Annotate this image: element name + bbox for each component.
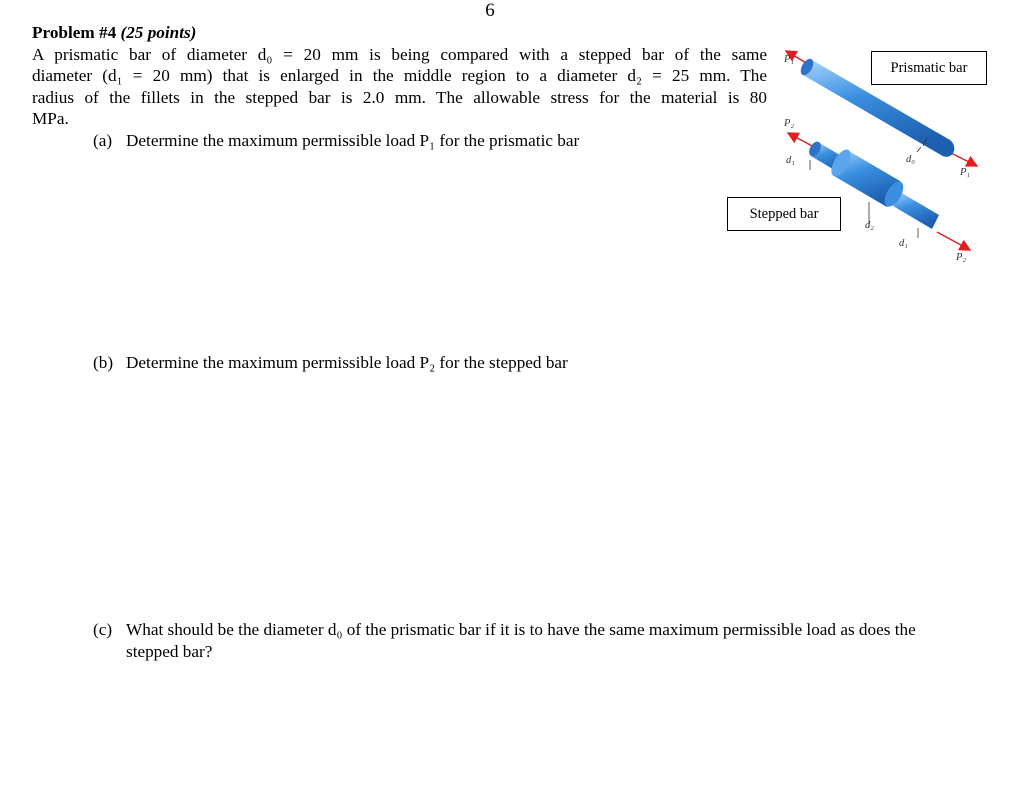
question-a-label: (a) [93, 131, 113, 150]
question-b-label: (b) [93, 353, 114, 372]
statement-line: radius of the fillets in the stepped bar is 2.0 mm. The allowable stress for the material is 80 [32, 87, 767, 107]
question-c-text: What should be the diameter d₀ of the prismatic bar if it is to have the same maximum permissible load as does the stepped bar? [126, 620, 916, 661]
statement-line: diameter (d₁ = 20 mm) that is enlarged in the middle region to a diameter d₂ = 25 mm. The [32, 66, 767, 85]
d1-right-symbol: d₁ [899, 238, 908, 249]
p2-top-symbol: P₂ [784, 118, 795, 129]
d2-symbol: d₂ [865, 220, 874, 231]
problem-title: Problem #4 [32, 23, 117, 42]
problem-block [32, 22, 767, 130]
problem-points: (25 points) [120, 23, 197, 42]
problem-heading [32, 22, 767, 44]
p1-bottom-symbol: P₁ [960, 167, 971, 178]
p2-top-arrow [788, 133, 814, 147]
question-c [93, 619, 963, 662]
statement-line: A prismatic bar of diameter d₀ = 20 mm is being compared with a stepped bar of the same [32, 44, 767, 64]
prismatic-bar-label: Prismatic bar [871, 51, 987, 85]
question-a [93, 130, 579, 152]
problem-statement [32, 44, 767, 130]
stepped-bar-label: Stepped bar [727, 197, 841, 231]
page-number: 6 [485, 0, 495, 21]
question-c-label: (c) [93, 620, 113, 639]
p2-bottom-arrow [937, 232, 970, 250]
question-b-text: Determine the maximum permissible load P₂ for the stepped bar [126, 353, 568, 372]
p2-bottom-symbol: P₂ [956, 252, 967, 263]
p1-top-symbol: P₁ [784, 54, 795, 65]
d1-left-symbol: d₁ [786, 155, 795, 166]
question-a-text: Determine the maximum permissible load P₁ for the prismatic bar [126, 131, 580, 150]
statement-line: MPa. [32, 109, 69, 128]
question-b [93, 352, 568, 374]
d0-symbol: d₀ [906, 154, 915, 165]
bars-figure [722, 42, 992, 282]
